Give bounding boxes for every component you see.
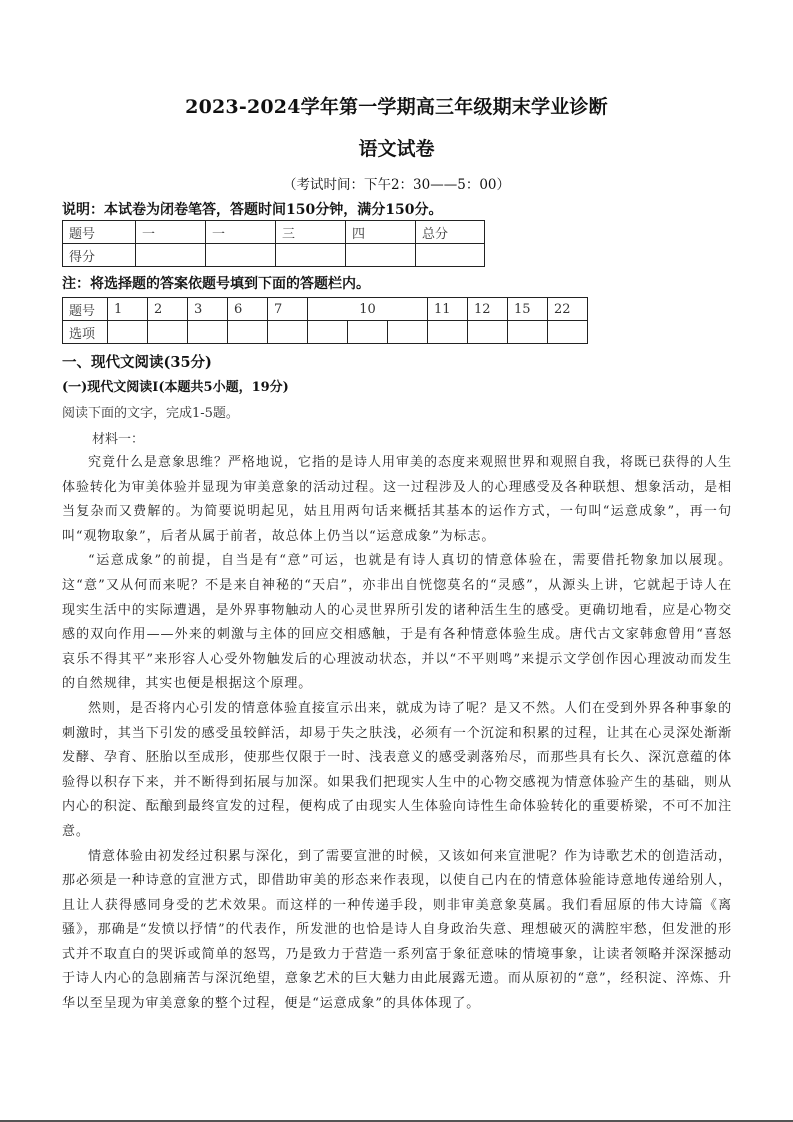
score-col-4: 四: [346, 221, 416, 244]
answer-row-label: 选项: [63, 321, 108, 344]
question-number: 11: [428, 298, 468, 321]
answer-cell[interactable]: [228, 321, 268, 344]
answer-cell[interactable]: [468, 321, 508, 344]
exam-instructions: 说明：本试卷为闭卷笔答，答题时间150分钟，满分150分。: [62, 202, 443, 218]
score-table: [62, 220, 485, 267]
answer-cell[interactable]: [308, 321, 348, 344]
answer-cell[interactable]: [508, 321, 548, 344]
score-col-2: 一: [206, 221, 276, 244]
question-number: 10: [308, 298, 428, 321]
score-cell[interactable]: [136, 244, 206, 267]
answer-note: 注：将选择题的答案依题号填到下面的答题栏内。: [62, 276, 370, 292]
answer-cell[interactable]: [108, 321, 148, 344]
score-col-3: 三: [276, 221, 346, 244]
question-number: 12: [468, 298, 508, 321]
passage-paragraph: 情意体验由初发经过积累与深化，到了需要宣泄的时候，又该如何来宣泄呢？作为诗歌艺术的创造活动，那必须是一种诗意的宣泄方式，即借助审美的形态来作表现，以使自己内在的情意体验能诗意地传递给别人，且让人获得感同身受的艺术效果。而这样的一种传递手段，则非审美意象莫属。我们看屈原的伟大诗篇《离骚》，那确是“发愤以抒情”的代表作，所发泄的也恰是诗人自身政治失意、理想破灭的满腔牢愁，但发泄的形式并不取直白的哭诉或简单的怒骂，乃是致力于营造一系列富于象征意味的情境事象，让读者领略并深深撼动于诗人内心的急剧痛苦与深沉绝望，意象艺术的巨大魅力由此展露无遗。而从原初的“意”，经积淀、淬炼、升华以至呈现为审美意象的整个过程，便是“运意成象”的具体体现了。: [62, 848, 732, 1012]
answer-table-option-row: [63, 321, 588, 344]
answer-cell[interactable]: [268, 321, 308, 344]
answer-cell[interactable]: [548, 321, 588, 344]
score-cell[interactable]: [206, 244, 276, 267]
answer-cell[interactable]: [188, 321, 228, 344]
question-number: 7: [268, 298, 308, 321]
answer-cell[interactable]: [148, 321, 188, 344]
score-col-1: 一: [136, 221, 206, 244]
subject-title: 语文试卷: [358, 138, 435, 160]
question-number: 22: [548, 298, 588, 321]
answer-cell[interactable]: [428, 321, 468, 344]
reading-passage: [62, 451, 732, 1017]
question-number: 2: [148, 298, 188, 321]
answer-row-label: 题号: [63, 298, 108, 321]
section-subheading: (一)现代文阅读Ⅰ(本题共5小题，19分): [62, 380, 289, 395]
score-table-score-row: [63, 244, 485, 267]
score-col-total: 总分: [416, 221, 485, 244]
answer-cell[interactable]: [348, 321, 388, 344]
score-row-label: 得分: [63, 244, 136, 267]
passage-paragraph: 然则，是否将内心引发的情意体验直接宣示出来，就成为诗了呢？是又不然。人们在受到外界各种事象的刺激时，其当下引发的感受虽较鲜活，却易于失之肤浅，必须有一个沉淀和积累的过程，让其在心灵深处渐渐发酵、孕育、胚胎以至成形，使那些仅限于一时、浅表意义的感受剥落殆尽，而那些具有长久、深沉意蕴的体验得以积存下来，并不断得到拓展与加深。如果我们把现实人生中的心物交感视为情意体验产生的基础，则从内心的积淀、酝酿到最终宣发的过程，便构成了由现实人生体验向诗性生命体验转化的重要桥梁，不可不加注意。: [62, 700, 732, 839]
question-number: 6: [228, 298, 268, 321]
answer-table: [62, 297, 588, 344]
material-label: 材料一：: [92, 432, 145, 447]
passage-paragraph: 究竟什么是意象思维？严格地说，它指的是诗人用审美的态度来观照世界和观照自我，将既已获得的人生体验转化为审美体验并显现为审美意象的活动过程。这一过程涉及人的心理感受及各种联想、想象活动，是相当复杂而又费解的。为简要说明起见，姑且用两句话来概括其基本的运作方式，一句叫“运意成象”，再一句叫“观物取象”，后者从属于前者，故总体上仍当以“运意成象”为标志。: [62, 455, 732, 544]
section-heading: 一、现代文阅读(35分): [62, 354, 212, 371]
answer-table-question-row: [63, 298, 588, 321]
reading-instruction: 阅读下面的文字，完成1-5题。: [62, 406, 239, 421]
score-row-label: 题号: [63, 221, 136, 244]
question-number: 3: [188, 298, 228, 321]
score-table-header-row: [63, 221, 485, 244]
score-cell[interactable]: [416, 244, 485, 267]
exam-time: （考试时间：下午2：30——5：00）: [282, 177, 511, 193]
question-number: 15: [508, 298, 548, 321]
exam-title: 2023-2024学年第一学期高三年级期末学业诊断: [185, 96, 608, 118]
score-cell[interactable]: [346, 244, 416, 267]
score-cell[interactable]: [276, 244, 346, 267]
passage-paragraph: “运意成象”的前提，自当是有“意”可运，也就是有诗人真切的情意体验在，需要借托物象加以展现。这“意”又从何而来呢？不是来自神秘的“天启”，亦非出自恍惚莫名的“灵感”，从源头上讲，它就起于诗人在现实生活中的实际遭遇，是外界事物触动人的心灵世界所引发的诸种活生生的感受。更确切地看，应是心物交感的双向作用——外来的刺激与主体的回应交相感触，于是有各种情意体验生成。唐代古文家韩愈曾用“喜怒哀乐不得其平”来形容人心受外物触发后的心理波动状态，并以“不平则鸣”来提示文学创作因心理波动而发生的自然规律，其实也便是根据这个原理。: [62, 553, 732, 692]
answer-cell[interactable]: [388, 321, 428, 344]
question-number: 1: [108, 298, 148, 321]
